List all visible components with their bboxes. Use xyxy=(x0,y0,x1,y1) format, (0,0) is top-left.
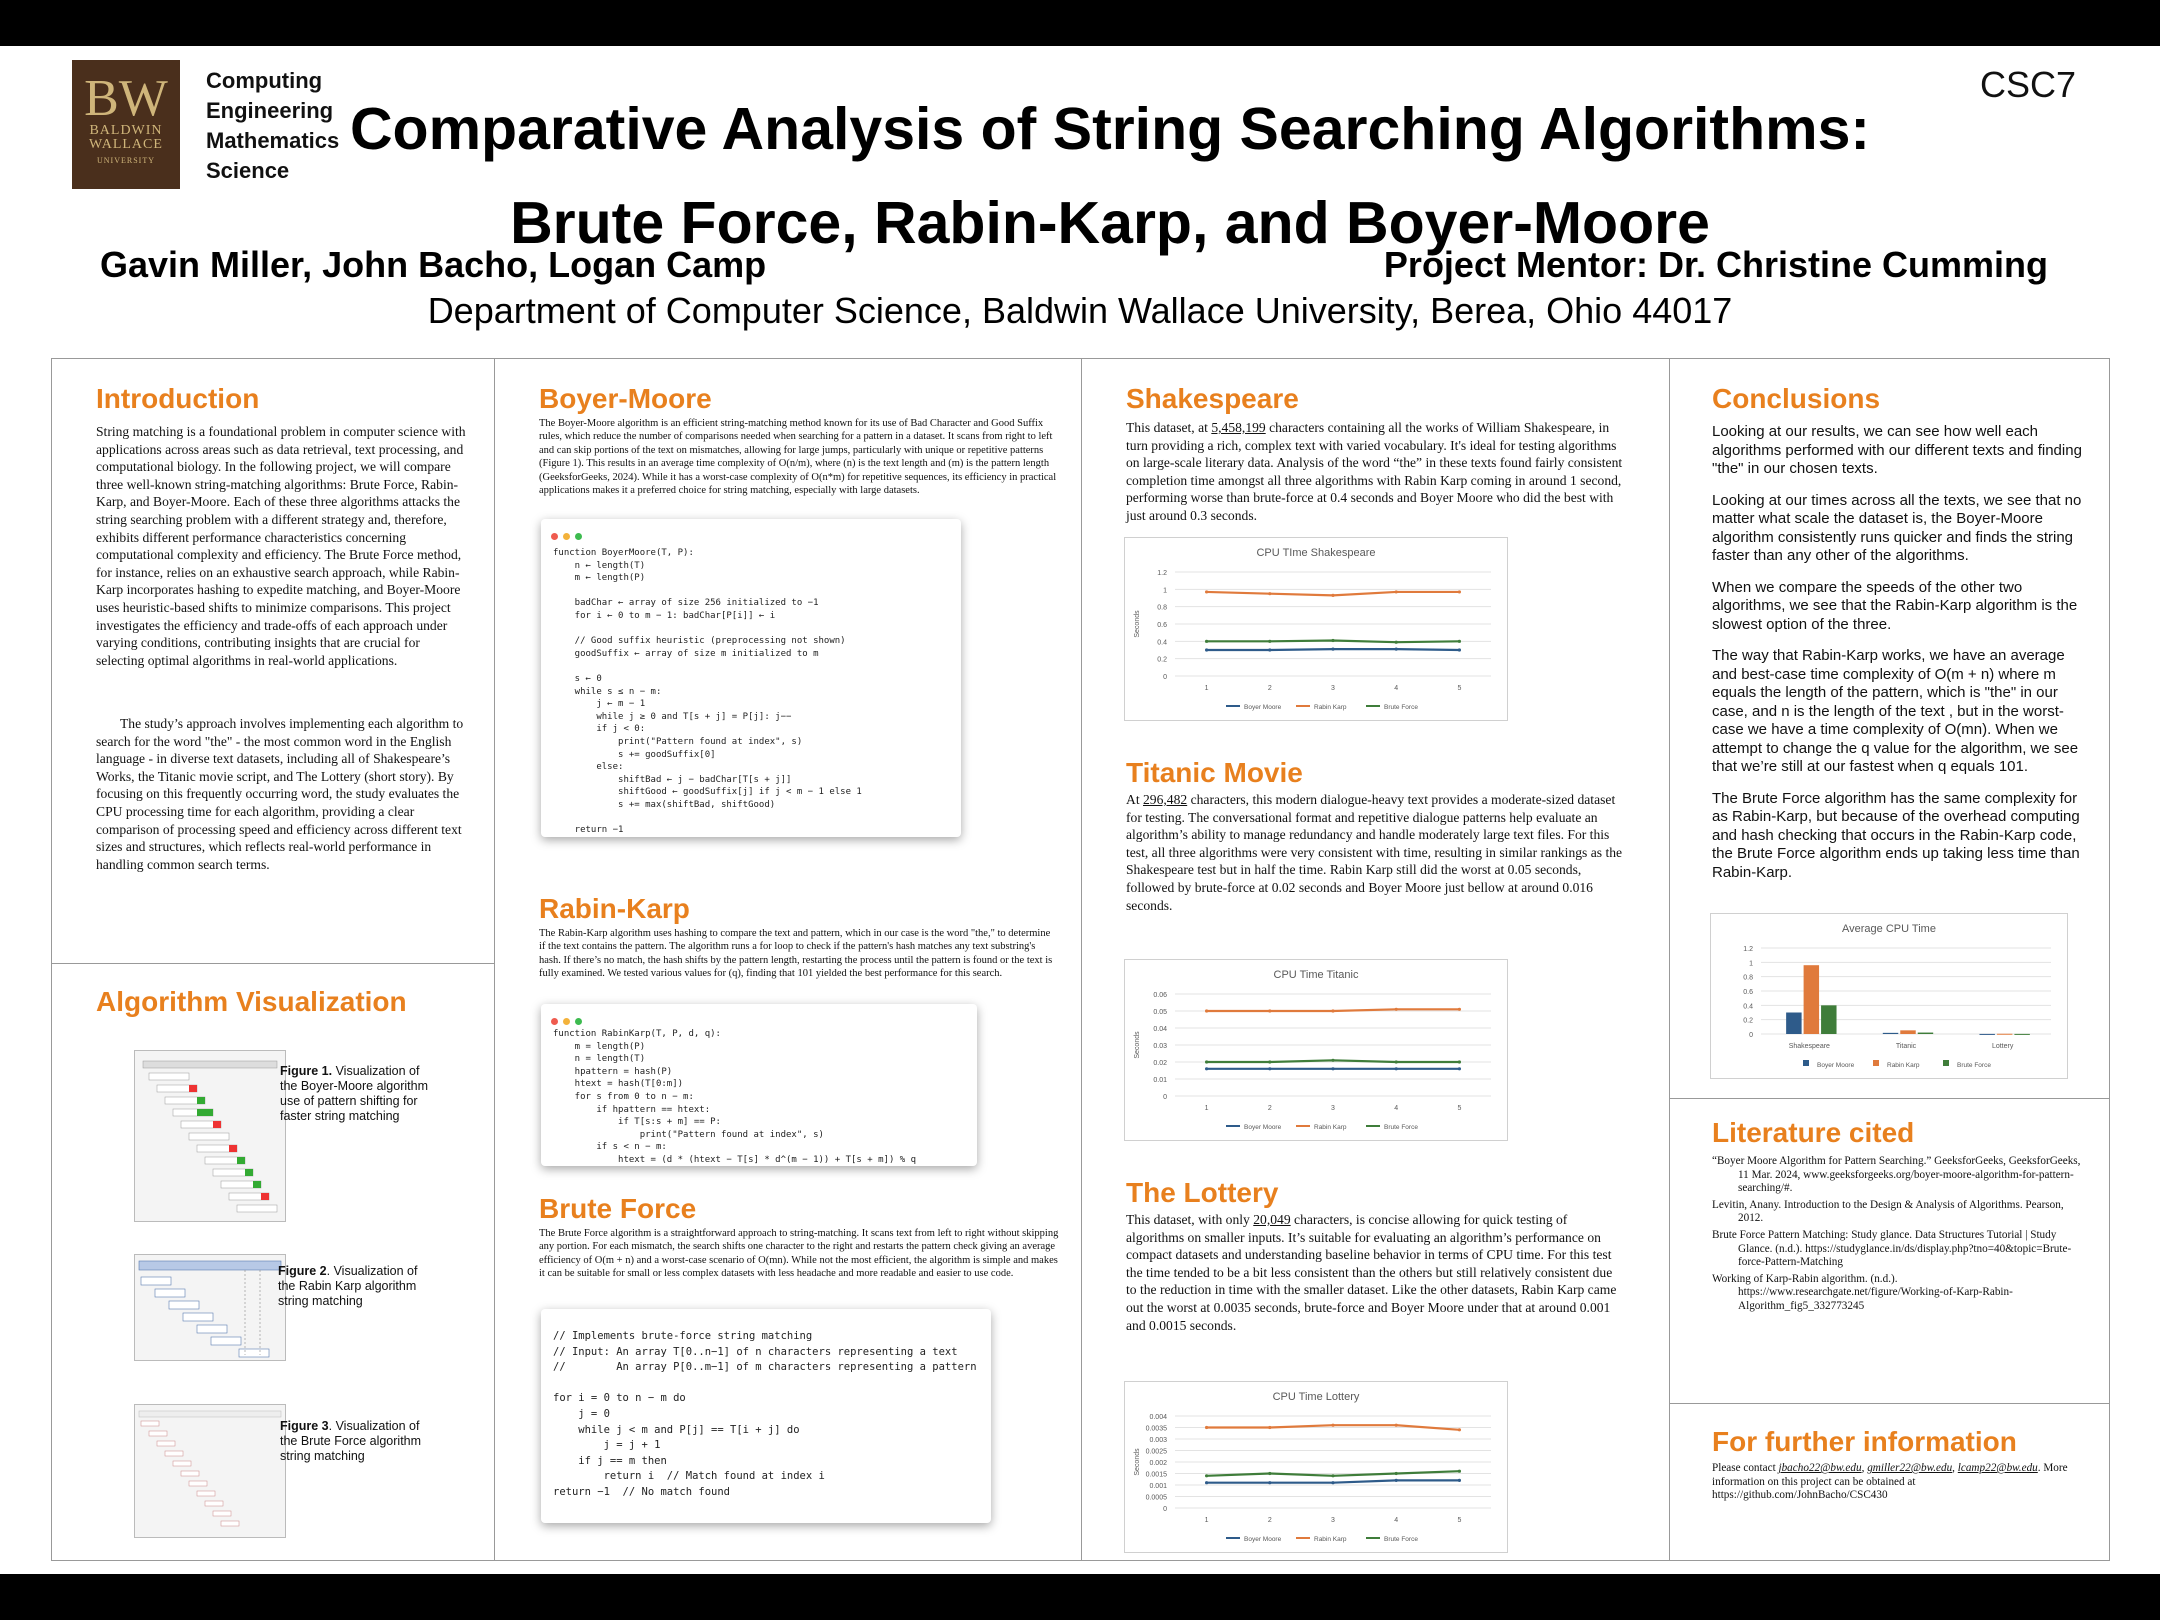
x-tick-label: 1 xyxy=(1204,1105,1209,1112)
brute-force-heading: Brute Force xyxy=(539,1193,697,1224)
figure-2-text: . Visualization of the Rabin Karp algorithm string matching xyxy=(278,1264,418,1308)
rabin-karp-heading: Rabin-Karp xyxy=(539,893,690,924)
y-tick-label: 1 xyxy=(1163,587,1167,595)
y-tick-label: 0.2 xyxy=(1743,1017,1753,1025)
shakespeare-heading: Shakespeare xyxy=(1126,383,1299,414)
chart-title: CPU Time Titanic xyxy=(1273,969,1359,981)
shakespeare-text-2: characters containing all the works of William Shakespeare, in turn providing a rich, complex text with varied vocabulary. It's ideal for testing algorithms on large-scale literary data. Analysis of the word “the” in these texts found fairly consistent completion time amongst all three algorithms with Rabin Karp coming in around 1 second, performing worse than brute-force at 0.4 seconds and Boyer Moore who did the best with just around 0.3 seconds. xyxy=(1126,420,1623,523)
y-tick-label: 0.01 xyxy=(1153,1077,1167,1084)
y-axis-label: Seconds xyxy=(1134,1448,1141,1476)
y-tick-label: 0 xyxy=(1163,1506,1167,1513)
x-tick-label: Lottery xyxy=(1991,1043,2014,1050)
logo-name-3: UNIVERSITY xyxy=(97,156,155,165)
logo-name-1: BALDWIN xyxy=(89,123,163,138)
y-tick-label: 1 xyxy=(1749,960,1753,968)
discipline-item: Science xyxy=(206,158,290,183)
x-tick-label: 2 xyxy=(1267,1105,1272,1112)
bar-rabin-karp xyxy=(1804,965,1819,1034)
data-point xyxy=(1331,594,1334,597)
y-tick-label: 0.8 xyxy=(1157,604,1167,612)
legend-label: Rabin Karp xyxy=(1314,704,1347,711)
datasets-panel xyxy=(1081,358,1670,1561)
data-point xyxy=(1268,592,1271,595)
data-point xyxy=(1458,1060,1461,1063)
data-point xyxy=(1395,648,1398,651)
legend-label: Boyer Moore xyxy=(1244,704,1282,711)
brute-force-code: // Implements brute-force string matching // Input: An array T[0..n−1] of n characters representing a text // An array P[0..m−1] of m characters representing a pattern for i = 0 to n − m do j = 0 while j < m and P[j] == T[i + j] do j = j + 1 if j == m then return i // Match found at index i return −1 // No match found xyxy=(553,1330,977,1498)
lottery-text-1: This dataset, with only xyxy=(1126,1212,1254,1227)
brute-force-shift-diagram xyxy=(135,1405,285,1537)
figure-1-text: Visualization of the Boyer-Moore algorithm use of pattern shifting for faster string matching xyxy=(280,1064,428,1123)
title-line-1: Comparative Analysis of String Searching Algorithms: xyxy=(349,96,1871,162)
bar-rabin-karp xyxy=(1900,1030,1915,1034)
figure-2-label: Figure 2 xyxy=(278,1264,327,1278)
authors: Gavin Miller, John Bacho, Logan Camp xyxy=(100,244,767,285)
data-point xyxy=(1331,1424,1334,1427)
data-point xyxy=(1458,1479,1461,1482)
rabin-karp-text: The Rabin-Karp algorithm uses hashing to compare the text and pattern, which in our case is the word "the," to determine if the text contains the pattern. The algorithm runs a for loop to check if the pattern's hash matches any text substring's hash. If there’s no match, the hash shifts by the pattern length, restarting the process until the pattern is found or the text is fully examined. We tested various values for (q), finding that 101 yielded the best performance for this search. xyxy=(539,928,1053,980)
y-tick-label: 1.2 xyxy=(1157,570,1167,577)
y-axis-label: Seconds xyxy=(1134,1031,1141,1059)
y-tick-label: 0.0035 xyxy=(1145,1425,1167,1433)
x-tick-label: 5 xyxy=(1457,1105,1462,1112)
rabin-karp-code: function RabinKarp(T, P, d, q): m = length(P) n = length(T) hpattern = hash(P) htext = hash(T[0:m]) for s from 0 to n − m: if hpattern == htext: if T[s:s + m] == P: print("Pattern found at index", s) if s < n − m: htext = (d * (htext − T[s] * d^(m − 1)) + T[s + m]) % q xyxy=(553,1029,917,1165)
data-point xyxy=(1268,1009,1271,1012)
project-mentor: Project Mentor: Dr. Christine Cumming xyxy=(1383,244,2048,285)
boyer-moore-code: function BoyerMoore(T, P): n ← length(T) m ← length(P) badChar ← array of size 256 initialized to −1 for i ← 0 to m − 1: badChar[P[i]] ← i // Good suffix heuristic (preprocessing not shown) goodSuffix ← array of size m initialized to m s ← 0 while s ≤ n − m: j ← m − 1 while j ≥ 0 and T[s + j] = P[j]: j−− if j < 0: print("Pattern found at index", s) s += goodSuffix[0] else: shiftBad ← j − badChar[T[s + j]] shiftGood ← goodSuffix[j] if j < m − 1 else 1 s += max(shiftBad, shiftGood) return −1 xyxy=(553,548,862,836)
titanic-text-1: At xyxy=(1126,792,1143,807)
conclusions-panel xyxy=(1669,358,2110,1099)
bar-brute-force xyxy=(1918,1033,1933,1034)
y-tick-label: 0.004 xyxy=(1149,1414,1167,1421)
y-tick-label: 0.03 xyxy=(1153,1043,1167,1050)
data-point xyxy=(1205,1474,1208,1477)
bar-rabin-karp xyxy=(1997,1034,2012,1035)
poster-title xyxy=(300,82,1920,270)
data-point xyxy=(1268,1472,1271,1475)
x-tick-label: 4 xyxy=(1394,1517,1399,1524)
x-tick-label: 5 xyxy=(1457,1517,1462,1524)
conclusions-paragraph: Looking at our times across all the texts, we see that no matter what scale the dataset is, the Boyer-Moore algorithm consistently runs quicker and finds the string faster than any other of the algorithms. xyxy=(1712,491,2082,564)
y-tick-label: 0.4 xyxy=(1743,1003,1753,1011)
shakespeare-char-count: 5,458,199 xyxy=(1211,420,1266,435)
separator: , xyxy=(1861,1462,1868,1474)
discipline-item: Engineering xyxy=(206,98,334,123)
email-link-jbacho[interactable]: jbacho22@bw.edu xyxy=(1778,1462,1862,1474)
legend-swatch xyxy=(1803,1060,1809,1066)
y-tick-label: 0 xyxy=(1749,1032,1753,1039)
data-point xyxy=(1458,640,1461,643)
discipline-item: Computing xyxy=(206,68,323,93)
data-point xyxy=(1395,641,1398,644)
further-info-text-1: Please contact xyxy=(1712,1462,1779,1474)
figure-1-caption xyxy=(280,1064,430,1124)
conclusions-heading: Conclusions xyxy=(1712,383,1881,414)
y-tick-label: 0.04 xyxy=(1153,1026,1167,1033)
introduction-paragraph-1: String matching is a foundational problem in computer science with applications across areas such as data retrieval, text processing, and computational biology. In the following project, we will compare three well-known string-matching algorithms: Brute Force, Rabin-Karp, and Boyer-Moore. Each of these three algorithms attacks the string searching problem with a different strategy and, therefore, exhibits different performance characteristics concerning computational complexity and efficiency. The Brute Force method, for instance, relies on an exhaustive search approach, while Rabin-Karp incorporates hashing to expedite matching, and Boyer-Moore uses heuristic-based shifts to minimize comparisons. This project investigates the efficiency and trade-offs of each approach under varying conditions, contributing insights that are crucial for selecting optimal algorithms in real-world applications. xyxy=(96,424,466,668)
y-tick-label: 0.05 xyxy=(1153,1009,1167,1016)
figure-1-image xyxy=(134,1050,286,1222)
titanic-char-count: 296,482 xyxy=(1143,792,1188,807)
conclusions-paragraph: Looking at our results, we can see how well each algorithms performed with our different texts and finding "the" in our chosen texts. xyxy=(1712,423,2082,477)
data-point xyxy=(1331,639,1334,642)
legend-label: Boyer Moore xyxy=(1817,1062,1855,1069)
lottery-text xyxy=(1126,1211,1626,1334)
chart-title: CPU Time Lottery xyxy=(1272,1391,1360,1403)
lottery-chart-svg xyxy=(1125,1382,1507,1552)
title-line-2: Brute Force, Rabin-Karp, and Boyer-Moore xyxy=(510,190,1710,256)
data-point xyxy=(1205,1009,1208,1012)
data-point xyxy=(1395,1479,1398,1482)
legend-swatch xyxy=(1873,1060,1879,1066)
boyer-moore-heading: Boyer-Moore xyxy=(539,383,712,414)
x-tick-label: 2 xyxy=(1267,685,1272,692)
visualization-heading: Algorithm Visualization xyxy=(96,986,407,1017)
data-point xyxy=(1205,1426,1208,1429)
data-point xyxy=(1458,648,1461,651)
y-tick-label: 0.8 xyxy=(1743,974,1753,982)
data-point xyxy=(1205,640,1208,643)
conclusions-paragraph: When we compare the speeds of the other two algorithms, we see that the Rabin-Karp algorithm is the slowest option of the three. xyxy=(1712,578,2078,633)
x-tick-label: 2 xyxy=(1267,1517,1272,1524)
introduction-paragraph-2: The study’s approach involves implementing each algorithm to search for the word "the" - the most common word in the English language - in diverse text datasets, including all of Shakespeare’s Works, the Titanic movie script, and The Lottery (short story). By focusing on this frequently occurring word, the study evaluates the CPU processing time for each algorithm, providing a clear comparison of processing speed and efficiency across different text sizes and structures, which reflects real-world performance in handling common search terms. xyxy=(96,716,464,872)
shakespeare-chart-svg xyxy=(1125,538,1507,720)
further-info-panel xyxy=(1669,1403,2110,1561)
department: Department of Computer Science, Baldwin Wallace University, Berea, Ohio 44017 xyxy=(427,290,1733,331)
poster-code: CSC7 xyxy=(1979,64,2076,105)
data-point xyxy=(1268,1067,1271,1070)
legend-label: Boyer Moore xyxy=(1244,1124,1282,1131)
legend-label: Brute Force xyxy=(1384,1536,1418,1543)
conclusions-paragraph: The way that Rabin-Karp works, we have an average and best-case time complexity of O(m + n) where m equals the length of the pattern, which is "the" in our case, and n is the length of the text , but in the worst-case we have a time complexity of O(mn). When we attempt to change the q value for the algorithm, we see that we’re still at our fastest when q equals 101. xyxy=(1712,647,2079,775)
data-point xyxy=(1395,1424,1398,1427)
reference-item: Brute Force Pattern Matching: Study glance. Data Structures Tutorial | Study Glance. (n.d.). https://studyglance.in/ds/display.php?tno=40&topic=Brute-force-Pattern-Matching xyxy=(1712,1228,2072,1269)
y-tick-label: 0.003 xyxy=(1149,1437,1167,1444)
brute-force-text: The Brute Force algorithm is a straightforward approach to string-matching. It scans text from left to right without skipping any portion. For each mismatch, the search shifts one character to the right and restarts the pattern check giving an average efficiency of O(m + n) and a worst-case scenario of O(mn). While not the most efficient, the algorithm is simple and makes it can be suitable for small or less complex datasets with less headache and more readable and easier to use code. xyxy=(539,1228,1059,1280)
conclusions-paragraph: The Brute Force algorithm has the same complexity for as Rabin-Karp, but because of the overhead computing and hash checking that occurs in the Rabin-Karp code, the Brute Force algorithm ends up taking less time than Rabin-Karp. xyxy=(1712,789,2080,881)
further-info-text-2: . More information on this project can be obtained at https://github.com/JohnBacho/CSC430 xyxy=(1712,1462,2068,1502)
logo-monogram: BW xyxy=(84,70,168,127)
boyer-moore-code-card xyxy=(541,519,961,837)
data-point xyxy=(1205,1067,1208,1070)
x-tick-label: 3 xyxy=(1331,1105,1335,1112)
data-point xyxy=(1458,1428,1461,1431)
figure-3-caption xyxy=(280,1419,430,1464)
window-dots xyxy=(551,527,587,545)
bar-boyer-moore xyxy=(1786,1013,1801,1035)
chart-title: CPU TIme Shakespeare xyxy=(1256,547,1376,559)
data-point xyxy=(1268,1481,1271,1484)
x-tick-label: 1 xyxy=(1204,1517,1209,1524)
data-point xyxy=(1268,640,1271,643)
data-point xyxy=(1331,1009,1334,1012)
legend-label: Brute Force xyxy=(1384,1124,1418,1131)
data-point xyxy=(1268,648,1271,651)
bar-brute-force xyxy=(2014,1034,2029,1035)
x-tick-label: Titanic xyxy=(1895,1043,1917,1050)
titanic-text-2: characters, this modern dialogue-heavy text provides a moderate-sized dataset for testing. The conversational format and repetitive dialogue patterns help evaluate an algorithm’s ability to manage redundancy and handle moderately large text files. For this test, all three algorithms were very consistent with time, resulting in similar rankings as the Shakespeare test but in half the time. Rabin Karp still did the worst at 0.05 seconds, followed by brute-force at 0.02 seconds and Boyer Moore just bellow at around 0.016 seconds. xyxy=(1126,792,1623,913)
email-link-lcamp[interactable]: lcamp22@bw.edu xyxy=(1957,1462,2038,1474)
discipline-item: Mathematics xyxy=(206,128,340,153)
x-tick-label: Shakespeare xyxy=(1788,1043,1830,1050)
rabin-karp-code-card xyxy=(541,1004,977,1166)
x-tick-label: 5 xyxy=(1457,685,1462,692)
y-axis-label: Seconds xyxy=(1134,610,1141,638)
data-point xyxy=(1395,1472,1398,1475)
y-tick-label: 0.0015 xyxy=(1145,1471,1167,1479)
shakespeare-text xyxy=(1126,419,1626,525)
figure-3-label: Figure 3 xyxy=(280,1419,329,1433)
data-point xyxy=(1395,1060,1398,1063)
figure-2-caption xyxy=(278,1264,428,1309)
data-point xyxy=(1395,590,1398,593)
data-point xyxy=(1458,1470,1461,1473)
legend-label: Brute Force xyxy=(1957,1062,1991,1069)
data-point xyxy=(1331,1474,1334,1477)
reference-item: “Boyer Moore Algorithm for Pattern Searching.” GeeksforGeeks, GeeksforGeeks, 11 Mar. 2024, www.geeksforgeeks.org/boyer-moore-algorithm-for-pattern-searching/#. xyxy=(1712,1155,2081,1195)
email-link-gmiller[interactable]: gmiller22@bw.edu xyxy=(1867,1462,1953,1474)
reference-item: Working of Karp-Rabin algorithm. (n.d.). https://www.researchgate.net/figure/Working-of-Karp-Rabin-Algorithm_fig5_332773245 xyxy=(1712,1272,2013,1312)
data-point xyxy=(1205,590,1208,593)
data-point xyxy=(1331,1481,1334,1484)
y-tick-label: 0.4 xyxy=(1157,639,1167,647)
separator: , xyxy=(1952,1462,1958,1474)
titanic-chart xyxy=(1124,959,1508,1141)
y-tick-label: 0.06 xyxy=(1153,992,1167,999)
figure-2-image xyxy=(134,1254,286,1361)
legend-label: Rabin Karp xyxy=(1314,1536,1347,1543)
chart-title: Average CPU Time xyxy=(1842,923,1936,935)
data-point xyxy=(1458,590,1461,593)
x-tick-label: 3 xyxy=(1331,685,1335,692)
further-info-text xyxy=(1712,1462,2084,1503)
titanic-text xyxy=(1126,791,1626,914)
data-point xyxy=(1268,1426,1271,1429)
data-point xyxy=(1268,1060,1271,1063)
y-tick-label: 0.6 xyxy=(1157,622,1167,629)
references-list xyxy=(1712,1155,2082,1317)
lottery-char-count: 20,049 xyxy=(1253,1212,1291,1227)
y-tick-label: 0.2 xyxy=(1157,656,1167,664)
figure-1-label: Figure 1. xyxy=(280,1064,333,1078)
y-tick-label: 0.02 xyxy=(1153,1060,1167,1067)
shakespeare-text-1: This dataset, at xyxy=(1126,420,1212,435)
brute-force-code-card xyxy=(541,1309,991,1523)
data-point xyxy=(1205,1060,1208,1063)
legend-label: Rabin Karp xyxy=(1887,1062,1920,1069)
data-point xyxy=(1205,648,1208,651)
boyer-moore-shift-diagram xyxy=(135,1051,285,1221)
average-cpu-chart-svg xyxy=(1711,914,2067,1078)
y-tick-label: 0.6 xyxy=(1743,989,1753,996)
introduction-panel xyxy=(51,358,495,964)
lottery-heading: The Lottery xyxy=(1126,1177,1279,1208)
legend-label: Rabin Karp xyxy=(1314,1124,1347,1131)
reference-item: Levitin, Anany. Introduction to the Design & Analysis of Algorithms. Pearson, 2012. xyxy=(1712,1198,2064,1225)
data-point xyxy=(1331,1059,1334,1062)
y-tick-label: 0.002 xyxy=(1149,1460,1167,1467)
algorithms-panel xyxy=(494,358,1082,1561)
y-tick-label: 0.0005 xyxy=(1145,1494,1167,1502)
legend-swatch xyxy=(1943,1060,1949,1066)
lottery-chart xyxy=(1124,1381,1508,1553)
logo-name-2: WALLACE xyxy=(89,137,163,152)
x-tick-label: 3 xyxy=(1331,1517,1335,1524)
data-point xyxy=(1395,1067,1398,1070)
y-tick-label: 0.0025 xyxy=(1145,1448,1167,1456)
bar-brute-force xyxy=(1821,1005,1836,1034)
x-tick-label: 1 xyxy=(1204,685,1209,692)
boyer-moore-text: The Boyer-Moore algorithm is an efficient string-matching method known for its use of Bad Character and Good Suffix rules, which reduce the number of comparisons needed when searching for a pattern in a dataset. It scans from right to left and can skip portions of the text on mismatches, allowing for large jumps, particularly with unique or repetitive patterns (Figure 1). This results in an average time complexity of O(n/m), where (n) is the text length and (m) is the pattern length (GeeksforGeeks, 2024). While it has a worst-case complexity of O(n*m) for repetitive sequences, its efficiency in practical applications makes it a preferred choice for string matching, especially with large datasets. xyxy=(539,418,1057,497)
legend-label: Boyer Moore xyxy=(1244,1536,1282,1543)
y-tick-label: 0 xyxy=(1163,674,1167,681)
poster xyxy=(0,46,2160,1574)
average-cpu-chart xyxy=(1710,913,2068,1079)
legend-label: Brute Force xyxy=(1384,704,1418,711)
figure-3-image xyxy=(134,1404,286,1538)
visualization-panel xyxy=(51,963,495,1561)
data-point xyxy=(1205,1481,1208,1484)
bar-boyer-moore xyxy=(1883,1033,1898,1034)
shakespeare-chart xyxy=(1124,537,1508,721)
titanic-heading: Titanic Movie xyxy=(1126,757,1303,788)
x-tick-label: 4 xyxy=(1394,685,1399,692)
bar-boyer-moore xyxy=(1979,1034,1994,1035)
data-point xyxy=(1331,648,1334,651)
data-point xyxy=(1458,1067,1461,1070)
conclusions-text xyxy=(1712,423,2084,895)
x-tick-label: 4 xyxy=(1394,1105,1399,1112)
figure-3-text: . Visualization of the Brute Force algorithm string matching xyxy=(280,1419,422,1463)
titanic-chart-svg xyxy=(1125,960,1507,1140)
data-point xyxy=(1331,1067,1334,1070)
y-tick-label: 0.001 xyxy=(1149,1483,1167,1490)
further-info-heading: For further information xyxy=(1712,1426,2017,1457)
data-point xyxy=(1458,1008,1461,1011)
y-tick-label: 1.2 xyxy=(1743,946,1753,953)
data-point xyxy=(1395,1008,1398,1011)
rabin-karp-hash-diagram xyxy=(135,1255,285,1360)
lottery-text-2: characters, is concise allowing for quick testing of algorithms on smaller inputs. It’s suitable for evaluating an algorithm’s performance on compact datasets and understanding baseline behavior in terms of CPU time. For this test the time tended to be a bit less consistent than the others but still relatively consistent due to the reduction in time with the smaller dataset. Like the other datasets, Rabin Karp came out the worst at 0.0035 seconds, brute-force and Boyer Moore under that at around 0.001 and 0.0015 seconds. xyxy=(1126,1212,1617,1333)
introduction-heading: Introduction xyxy=(96,383,260,414)
literature-panel xyxy=(1669,1098,2110,1404)
literature-heading: Literature cited xyxy=(1712,1117,1915,1148)
y-tick-label: 0 xyxy=(1163,1094,1167,1101)
bw-logo xyxy=(72,60,180,189)
